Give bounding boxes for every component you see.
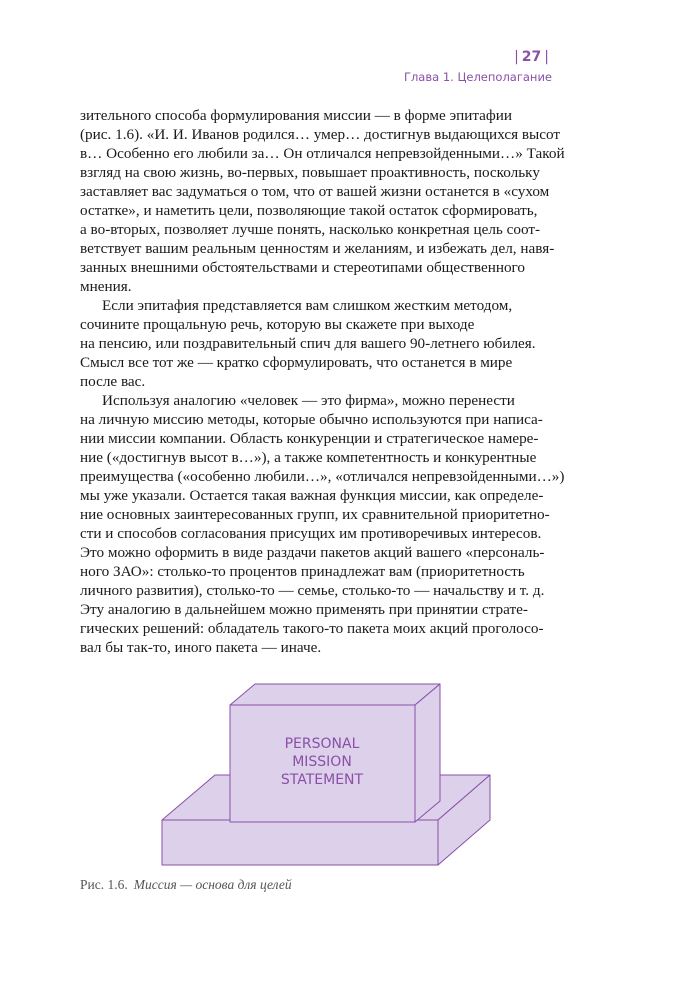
text-line: а во-вторых, позволяет лучше понять, насколько конкретная цель соот- bbox=[80, 221, 541, 238]
paragraph bbox=[80, 391, 580, 657]
text-line: после вас. bbox=[80, 373, 146, 390]
box-label-line-1: PERSONAL bbox=[284, 736, 360, 752]
mission-figure bbox=[150, 680, 500, 870]
caption-title: Миссия — основа для целей bbox=[133, 877, 292, 892]
text-line: Смысл все тот же — кратко сформулировать, что останется в мире bbox=[80, 354, 513, 371]
text-line: остатке», и наметить цели, позволяющие такой остаток сформировать, bbox=[80, 202, 538, 219]
text-line: (рис. 1.6). «И. И. Иванов родился… умер… достигнув выдающихся высот bbox=[80, 126, 561, 143]
text-line: Используя аналогию «человек — это фирма», можно перенести bbox=[102, 392, 515, 409]
box-label-line-2: MISSION bbox=[292, 754, 352, 770]
text-line: преимущества («особенно любили…», «отличался непревзойденными…») bbox=[80, 468, 565, 485]
text-line: гических решений: обладатель такого-то пакета моих акций проголосо- bbox=[80, 620, 544, 637]
text-line: Эту аналогию в дальнейшем можно применять при принятии страте- bbox=[80, 601, 528, 618]
text-line: на личную миссию методы, которые обычно используются при написа- bbox=[80, 411, 543, 428]
text-line: ветствует вашим реальным ценностям и желаниям, и избежать дел, навя- bbox=[80, 240, 555, 257]
text-line: заставляет вас задуматься о том, что от вашей жизни останется в «сухом bbox=[80, 183, 550, 200]
text-line: сти и способов согласования присущих им противоречивых интересов. bbox=[80, 525, 542, 542]
text-line: сочините прощальную речь, которую вы скажете при выходе bbox=[80, 316, 475, 333]
text-line: взгляд на свою жизнь, во-первых, повышает проактивность, поскольку bbox=[80, 164, 540, 181]
text-line: на пенсию, или поздравительный спич для вашего 90-летнего юбилея. bbox=[80, 335, 536, 352]
upper-box-top bbox=[230, 684, 440, 705]
text-line: занных внешними обстоятельствами и стереотипами общественного bbox=[80, 259, 525, 276]
text-line: ние («достигнув высот в…»), а также компетентность и конкурентные bbox=[80, 449, 537, 466]
text-line: в… Особенно его любили за… Он отличался непревзойденными…» Такой bbox=[80, 145, 565, 162]
box-label-line-3: STATEMENT bbox=[280, 772, 364, 788]
text-line: Это можно оформить в виде раздачи пакетов акций вашего «персональ- bbox=[80, 544, 545, 561]
figure-caption bbox=[80, 877, 292, 893]
caption-number: Рис. 1.6. bbox=[80, 877, 128, 892]
chapter-title: Глава 1. Целеполагание bbox=[403, 70, 552, 84]
text-line: мы уже указали. Остается такая важная функция миссии, как определе- bbox=[80, 487, 544, 504]
body-text bbox=[80, 106, 580, 657]
upper-box-side bbox=[415, 684, 440, 822]
paragraph bbox=[80, 106, 580, 296]
text-line: нии миссии компании. Область конкуренции и стратегическое намере- bbox=[80, 430, 539, 447]
running-head bbox=[404, 48, 552, 85]
base-slab-front bbox=[162, 820, 438, 865]
text-line: личного развития), столько-то — семье, столько-то — начальству и т. д. bbox=[80, 582, 545, 599]
page-number: | 27 | bbox=[514, 49, 549, 65]
text-line: ние основных заинтересованных групп, их сравнительной приоритетно- bbox=[80, 506, 550, 523]
text-line: вал бы так-то, иного пакета — иначе. bbox=[80, 639, 322, 656]
text-line: ного ЗАО»: столько-то процентов принадлежат вам (приоритетность bbox=[80, 563, 525, 580]
paragraph bbox=[80, 296, 580, 391]
text-line: зительного способа формулирования миссии — в форме эпитафии bbox=[80, 107, 512, 124]
text-line: мнения. bbox=[80, 278, 132, 295]
text-line: Если эпитафия представляется вам слишком жестким методом, bbox=[102, 297, 513, 314]
